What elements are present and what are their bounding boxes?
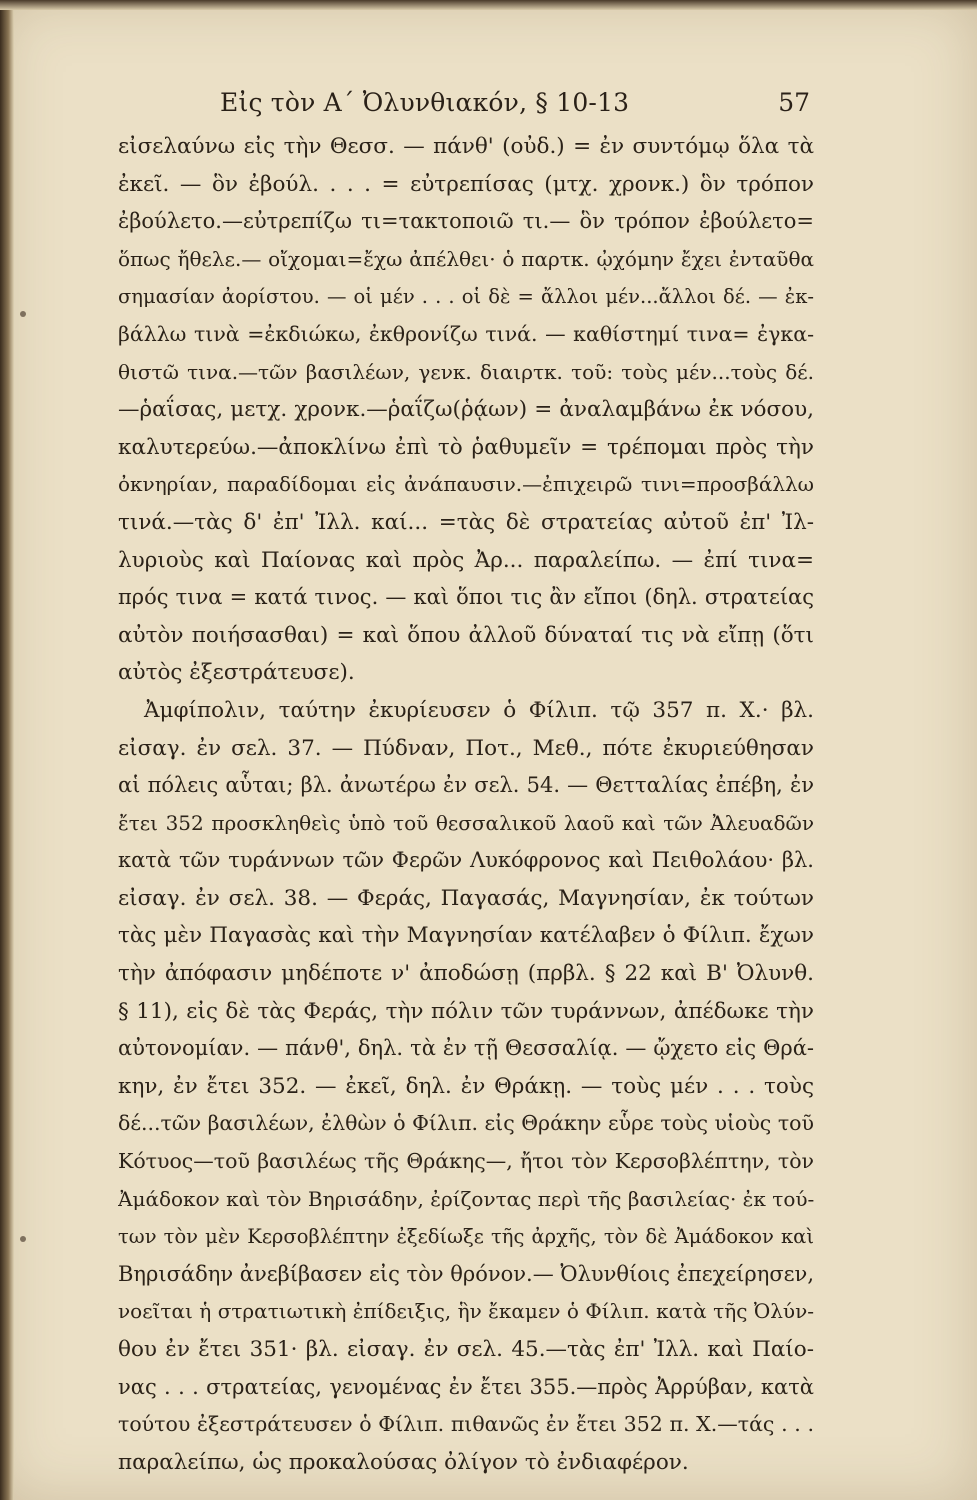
page-left-edge	[0, 0, 14, 1500]
text-line: νοεῖται ἡ στρατιωτικὴ ἐπίδειξις, ἣν ἔκαμεν ὁ Φίλιπ. κατὰ τῆς Ὀλύν-	[118, 1299, 814, 1324]
paragraph-1	[118, 128, 814, 692]
text-line: των τὸν μὲν Κερσοβλέπτην ἐξεδίωξε τῆς ἀρχῆς, τὸν δὲ Ἀμάδοκον καὶ	[118, 1225, 814, 1249]
text-line: σημασίαν ἀορίστου. — οἱ μέν . . . οἱ δὲ = ἄλλοι μέν...ἄλλοι δέ. — ἐκ-	[118, 285, 814, 309]
text-line: αὐτονομίαν. — πάνθ', δηλ. τὰ ἐν τῇ Θεσσαλίᾳ. — ᾤχετο εἰς Θρά-	[118, 1036, 814, 1061]
page-header	[150, 88, 810, 118]
text-line: Ἀμάδοκον καὶ τὸν Βηρισάδην, ἐρίζοντας περὶ τῆς βασιλείας· ἐκ τού-	[118, 1186, 814, 1211]
text-line: θιστῶ τινα.—τῶν βασιλέων, γενκ. διαιρτκ. τοῦ: τοὺς μέν...τοὺς δέ.	[118, 359, 814, 384]
text-line: αἱ πόλεις αὗται; βλ. ἀνωτέρω ἐν σελ. 54. — Θετταλίας ἐπέβη, ἐν	[118, 773, 814, 798]
text-line: τὴν ἀπόφασιν μηδέποτε ν' ἀποδώσῃ (πρβλ. § 22 καὶ Β' Ὀλυνθ.	[118, 961, 814, 987]
page-top-edge	[0, 0, 977, 10]
text-line: θου ἐν ἔτει 351· βλ. εἰσαγ. ἐν σελ. 45.—τὰς ἐπ' Ἰλλ. καὶ Παίο-	[118, 1337, 814, 1362]
text-line: τινά.—τὰς δ' ἐπ' Ἰλλ. καί... =τὰς δὲ στρατείας αὐτοῦ ἐπ' Ἰλ-	[118, 509, 814, 535]
text-line: Ἀμφίπολιν, ταύτην ἐκυρίευσεν ὁ Φίλιπ. τῷ 357 π. Χ.· βλ.	[144, 697, 814, 723]
margin-mark	[20, 311, 26, 317]
text-line: § 11), εἰς δὲ τὰς Φεράς, τὴν πόλιν τῶν τυράννων, ἀπέδωκε τὴν	[118, 998, 814, 1024]
text-line: ὀκνηρίαν, παραδίδομαι εἰς ἀνάπαυσιν.—ἐπιχειρῶ τινι=προσβάλλω	[118, 472, 814, 497]
text-line: εἰσελαύνω εἰς τὴν Θεσσ. — πάνθ' (οὐδ.) = ἐν συντόμῳ ὅλα τὰ	[118, 134, 814, 159]
text-line: Κότυος—τοῦ βασιλέως τῆς Θράκης—, ἤτοι τὸν Κερσοβλέπτην, τὸν	[118, 1149, 814, 1174]
paragraph-2	[118, 692, 814, 1481]
running-title: Εἰς τὸν Α΄ Ὀλυνθιακόν, § 10-13	[220, 88, 630, 117]
text-line: αὐτὸς ἐξεστράτευσε).	[118, 660, 355, 686]
text-line: ἐκεῖ. — ὃν ἐβούλ. . . . = εὐτρεπίσας (μτχ. χρονκ.) ὃν τρόπον	[118, 171, 814, 197]
text-line: εἰσαγ. ἐν σελ. 37. — Πύδναν, Ποτ., Μεθ., πότε ἐκυριεύθησαν	[118, 735, 814, 761]
text-line: Βηρισάδην ἀνεβίβασεν εἰς τὸν θρόνον.— Ὀλυνθίοις ἐπεχείρησεν,	[118, 1261, 814, 1286]
text-line: ὅπως ἤθελε.— οἴχομαι=ἔχω ἀπέλθει· ὁ παρτκ. ᾠχόμην ἔχει ἐνταῦθα	[118, 246, 814, 271]
text-line: τούτου ἐξεστράτευσεν ὁ Φίλιπ. πιθανῶς ἐν ἔτει 352 π. Χ.—τάς . . .	[118, 1412, 814, 1437]
text-line: τὰς μὲν Παγασὰς καὶ τὴν Μαγνησίαν κατέλαβεν ὁ Φίλιπ. ἔχων	[118, 923, 814, 949]
text-line: ἐβούλετο.—εὐτρεπίζω τι=τακτοποιῶ τι.— ὃν τρόπον ἐβούλετο=	[118, 209, 814, 234]
page-number: 57	[778, 88, 810, 117]
text-line: δέ...τῶν βασιλέων, ἐλθὼν ὁ Φίλιπ. εἰς Θράκην εὗρε τοὺς υἱοὺς τοῦ	[118, 1111, 814, 1136]
text-line: —ῥαΐσας, μετχ. χρονκ.—ῥαΐζω(ῥᾴων) = ἀναλαμβάνω ἐκ νόσου,	[118, 397, 814, 423]
margin-mark	[20, 1236, 26, 1242]
text-line: πρός τινα = κατά τινος. — καὶ ὅποι τις ἂν εἴποι (δηλ. στρατείας	[118, 585, 814, 610]
text-line: αὐτὸν ποιήσασθαι) = καὶ ὅπου ἀλλοῦ δύναταί τις νὰ εἴπῃ (ὅτι	[118, 622, 814, 648]
text-line: βάλλω τινὰ =ἐκδιώκω, ἐκθρονίζω τινά. — καθίστημί τινα= ἐγκα-	[118, 321, 814, 346]
text-line: ἔτει 352 προσκληθεὶς ὑπὸ τοῦ θεσσαλικοῦ λαοῦ καὶ τῶν Ἀλευαδῶν	[118, 810, 814, 835]
text-line: κην, ἐν ἔτει 352. — ἐκεῖ, δηλ. ἐν Θράκῃ. — τοὺς μέν . . . τοὺς	[118, 1073, 814, 1099]
text-line: εἰσαγ. ἐν σελ. 38. — Φεράς, Παγασάς, Μαγνησίαν, ἐκ τούτων	[118, 885, 814, 911]
text-line: κατὰ τῶν τυράννων τῶν Φερῶν Λυκόφρονος καὶ Πειθολάου· βλ.	[118, 848, 814, 873]
text-line: λυριοὺς καὶ Παίονας καὶ πρὸς Ἀρ... παραλείπω. — ἐπί τινα=	[118, 547, 814, 573]
body-text	[118, 128, 814, 1481]
text-line: παραλείπω, ὡς προκαλούσας ὀλίγον τὸ ἐνδιαφέρον.	[118, 1449, 689, 1475]
text-line: καλυτερεύω.—ἀποκλίνω ἐπὶ τὸ ῥαθυμεῖν = τρέπομαι πρὸς τὴν	[118, 434, 814, 460]
text-line: νας . . . στρατείας, γενομένας ἐν ἔτει 355.—πρὸς Ἀρρύβαν, κατὰ	[118, 1374, 814, 1399]
